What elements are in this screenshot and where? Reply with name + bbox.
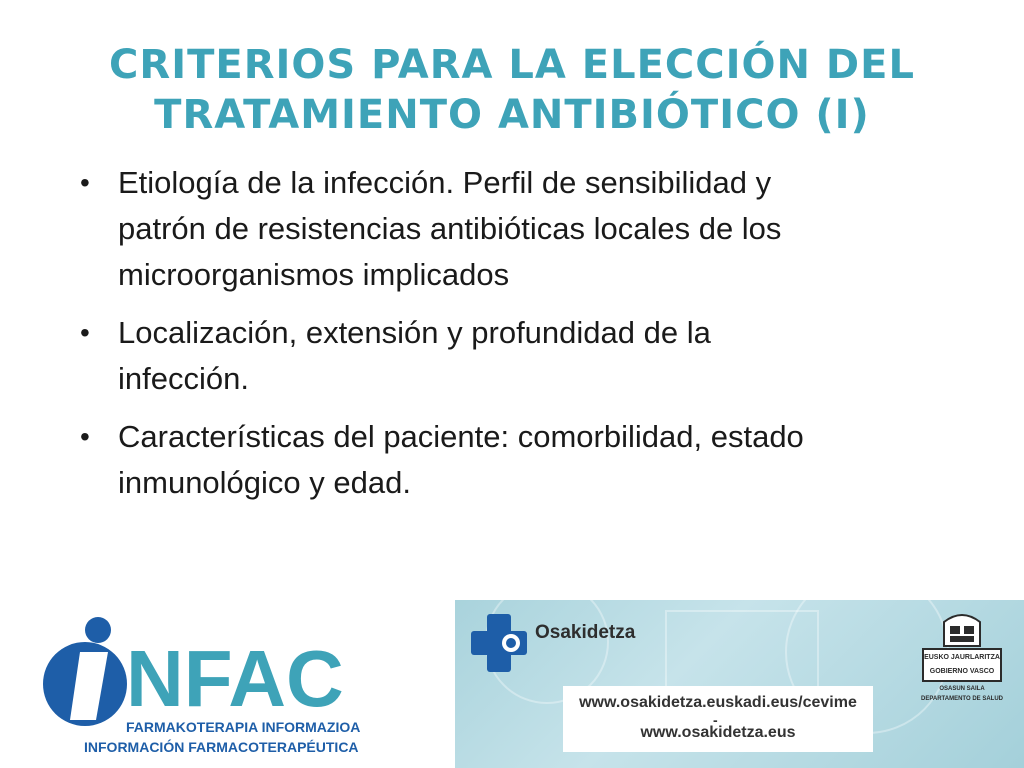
- bullet-dot: •: [80, 421, 90, 452]
- osakidetza-name: Osakidetza: [535, 622, 636, 643]
- gobierno-line-1: EUSKO JAURLARITZA: [924, 654, 1000, 661]
- url-separator: -: [713, 712, 718, 728]
- slide-title-line-1: CRITERIOS PARA LA ELECCIÓN DEL: [109, 42, 915, 88]
- url-box: [563, 686, 873, 752]
- bullet-item: [80, 160, 960, 298]
- bullet-line: Etiología de la infección. Perfil de sensibilidad y: [118, 165, 772, 200]
- bullet-line: microorganismos implicados: [118, 257, 510, 292]
- bullet-line: infección.: [118, 361, 249, 396]
- bullet-line: patrón de resistencias antibióticas locales de los: [118, 211, 782, 246]
- url-osakidetza-link[interactable]: www.osakidetza.eus: [640, 724, 796, 741]
- slide-title: [0, 40, 1024, 140]
- url-cevime-link[interactable]: www.osakidetza.euskadi.eus/cevime: [579, 694, 857, 711]
- infac-logo-text: NFAC: [126, 634, 344, 723]
- bullet-list: [80, 160, 960, 518]
- slide-title-line-2: TRATAMIENTO ANTIBIÓTICO (I): [154, 92, 870, 138]
- bullet-item: [80, 414, 960, 506]
- infac-subtitle-2: INFORMACIÓN FARMACOTERAPÉUTICA: [84, 739, 359, 755]
- bullet-dot: •: [80, 317, 90, 348]
- infac-logo-graphic: [40, 612, 380, 762]
- bullet-item: [80, 310, 960, 402]
- osakidetza-banner: [455, 600, 1024, 768]
- gobierno-vasco-label-box: [922, 648, 1002, 682]
- bullet-line: Características del paciente: comorbilidad, estado: [118, 419, 804, 454]
- gobierno-line-4: DEPARTAMENTO DE SALUD: [920, 696, 1003, 702]
- gobierno-vasco-logo: [918, 612, 1006, 722]
- coat-of-arms-icon: [940, 612, 984, 648]
- bullet-line: inmunológico y edad.: [118, 465, 411, 500]
- infac-subtitle-1: FARMAKOTERAPIA INFORMAZIOA: [126, 719, 361, 735]
- bullet-dot: •: [80, 167, 90, 198]
- bullet-line: Localización, extensión y profundidad de la: [118, 315, 711, 350]
- osakidetza-cross-icon: [469, 612, 529, 674]
- gobierno-line-3: OSASUN SAILA: [939, 686, 985, 692]
- infac-logo: [40, 612, 380, 762]
- gobierno-line-2: GOBIERNO VASCO: [929, 668, 995, 675]
